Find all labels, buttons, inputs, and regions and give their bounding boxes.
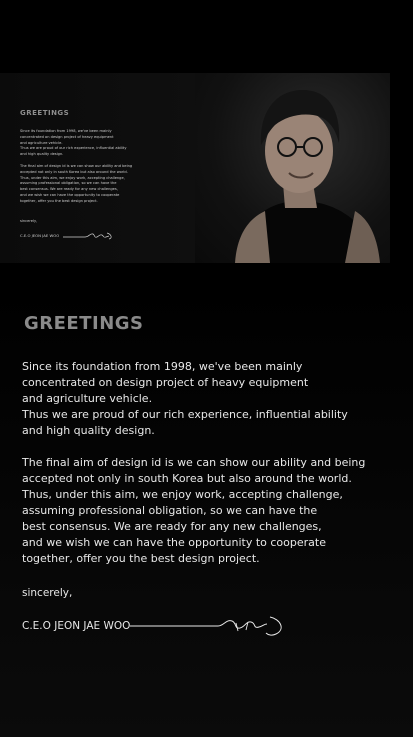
greetings-body [22, 359, 407, 583]
greetings-paragraph-2: The final aim of design id is we can show our ability and being accepted not only in south Korea but also around the world. Thus, under this aim, we enjoy work, accepting challenge, assuming professional obligation, so we can have the best consensus. We are ready for any new challenges, and we wish we can have the opportunity to cooperate together, offer you the best design project. [22, 456, 366, 565]
banner-paragraph-2: The final aim of design id is we can show our ability and being accepted not only in south Korea but also around the world. Thus, under this aim, we enjoy work, accepting challenge, assuming professional obligation, so we can have the best consensus. We are ready for any new challenges, and we wish we can have the opportunity to cooperate together, offer you the best design project. [20, 163, 133, 203]
portrait-icon [195, 73, 390, 263]
ceo-name: C.E.O JEON JAE WOO [22, 620, 131, 632]
banner-signature-icon [63, 231, 123, 241]
banner-sincerely: sincerely, [20, 218, 38, 223]
banner-text-block [20, 109, 195, 241]
page-title: GREETINGS [24, 313, 144, 334]
banner-signature-row [20, 231, 195, 241]
signature-row [22, 613, 330, 639]
banner-heading: GREETINGS [20, 109, 70, 117]
greetings-paragraph-1: Since its foundation from 1998, we've been mainly concentrated on design project of heavy equipment and agriculture vehicle. Thus we are proud of our rich experience, influential ability and high quality design. [22, 360, 348, 437]
signature-icon [130, 613, 330, 639]
sincerely-text: sincerely, [22, 587, 73, 599]
portrait-photo [195, 73, 390, 263]
greetings-section [0, 283, 413, 737]
banner-ceo-name: C.E.O JEON JAE WOO [20, 233, 60, 239]
banner-paragraph-1: Since its foundation from 1998, we've been mainly concentrated on design project of heavy equipment and agriculture vehicle. Thus we are proud of our rich experience, influential ability and high quality design. [20, 129, 127, 157]
greetings-preview-banner [0, 73, 390, 263]
